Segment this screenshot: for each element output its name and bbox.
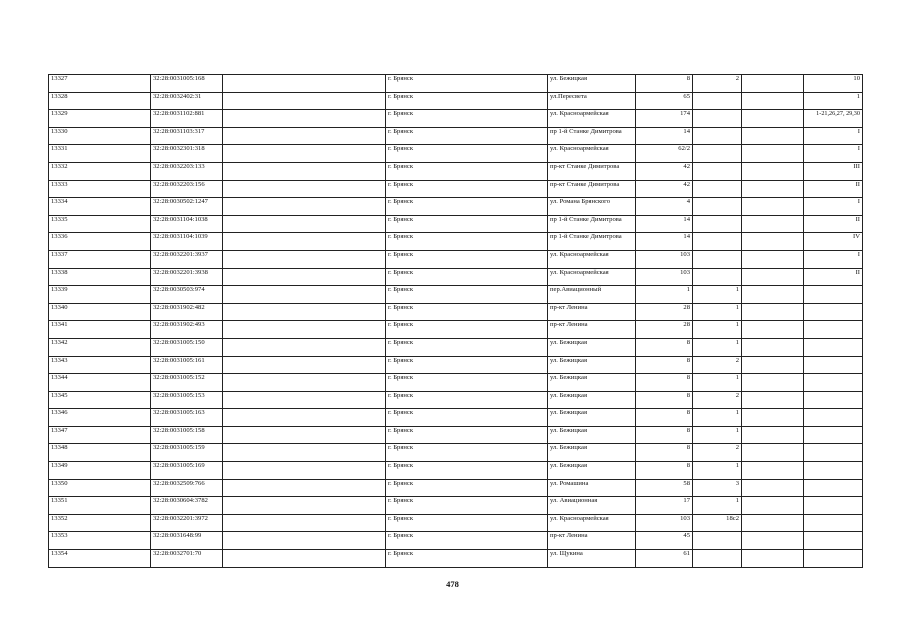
cell-empty xyxy=(223,233,386,251)
cell-premises xyxy=(804,374,863,392)
cell-house: 8 xyxy=(636,356,693,374)
cell-extra xyxy=(742,145,804,163)
cell-empty xyxy=(223,532,386,550)
cell-premises: III xyxy=(804,162,863,180)
cell-extra xyxy=(742,233,804,251)
cell-premises xyxy=(804,444,863,462)
cell-extra xyxy=(742,338,804,356)
cell-empty xyxy=(223,426,386,444)
cell-record-number: 13351 xyxy=(49,497,151,515)
cell-record-number: 13329 xyxy=(49,110,151,128)
cell-building: 2 xyxy=(693,444,742,462)
cell-premises: II xyxy=(804,268,863,286)
cell-city: г. Брянск xyxy=(386,497,548,515)
cell-record-number: 13334 xyxy=(49,198,151,216)
cell-street: ул. Бежицкая xyxy=(548,462,636,480)
table-row xyxy=(49,162,863,180)
cell-premises xyxy=(804,426,863,444)
cell-record-number: 13352 xyxy=(49,514,151,532)
table-row xyxy=(49,92,863,110)
cell-premises xyxy=(804,286,863,304)
cell-street: ул. Бежицкая xyxy=(548,356,636,374)
cell-building xyxy=(693,550,742,568)
cell-cadastral-number: 32:28:0031103:317 xyxy=(151,127,223,145)
cell-cadastral-number: 32:28:0032201:3937 xyxy=(151,250,223,268)
cell-cadastral-number: 32:28:0030503:974 xyxy=(151,286,223,304)
cell-city: г. Брянск xyxy=(386,268,548,286)
cell-city: г. Брянск xyxy=(386,303,548,321)
cell-house: 62/2 xyxy=(636,145,693,163)
cell-city: г. Брянск xyxy=(386,233,548,251)
cell-street: ул. Бежицкая xyxy=(548,409,636,427)
cell-empty xyxy=(223,462,386,480)
cell-extra xyxy=(742,286,804,304)
cell-record-number: 13337 xyxy=(49,250,151,268)
cell-house: 8 xyxy=(636,444,693,462)
cell-empty xyxy=(223,321,386,339)
registry-table xyxy=(48,74,863,568)
cell-city: г. Брянск xyxy=(386,462,548,480)
cell-house: 103 xyxy=(636,250,693,268)
cell-street: пр 1-й Станке Димитрова xyxy=(548,127,636,145)
cell-cadastral-number: 32:28:0031005:150 xyxy=(151,338,223,356)
cell-record-number: 13354 xyxy=(49,550,151,568)
table-row xyxy=(49,374,863,392)
cell-extra xyxy=(742,162,804,180)
cell-cadastral-number: 32:28:0031902:493 xyxy=(151,321,223,339)
cell-premises xyxy=(804,321,863,339)
cell-extra xyxy=(742,409,804,427)
cell-cadastral-number: 32:28:0032201:3972 xyxy=(151,514,223,532)
cell-city: г. Брянск xyxy=(386,514,548,532)
cell-building xyxy=(693,198,742,216)
cell-city: г. Брянск xyxy=(386,550,548,568)
cell-building: 1 xyxy=(693,409,742,427)
table-row xyxy=(49,338,863,356)
cell-building: 1 xyxy=(693,374,742,392)
cell-cadastral-number: 32:28:0032203:133 xyxy=(151,162,223,180)
cell-cadastral-number: 32:28:0031005:152 xyxy=(151,374,223,392)
cell-cadastral-number: 32:28:0032509:766 xyxy=(151,479,223,497)
cell-building: 18с2 xyxy=(693,514,742,532)
cell-building: 1 xyxy=(693,426,742,444)
cell-empty xyxy=(223,198,386,216)
cell-premises xyxy=(804,479,863,497)
cell-city: г. Брянск xyxy=(386,391,548,409)
cell-city: г. Брянск xyxy=(386,127,548,145)
cell-premises xyxy=(804,497,863,515)
cell-building xyxy=(693,233,742,251)
cell-extra xyxy=(742,374,804,392)
cell-record-number: 13331 xyxy=(49,145,151,163)
cell-extra xyxy=(742,127,804,145)
cell-street: ул. Бежицкая xyxy=(548,75,636,93)
cell-record-number: 13333 xyxy=(49,180,151,198)
cell-street: пр-кт Станке Димитрова xyxy=(548,180,636,198)
cell-city: г. Брянск xyxy=(386,180,548,198)
cell-city: г. Брянск xyxy=(386,532,548,550)
table-row xyxy=(49,303,863,321)
cell-empty xyxy=(223,356,386,374)
cell-city: г. Брянск xyxy=(386,198,548,216)
cell-record-number: 13341 xyxy=(49,321,151,339)
cell-record-number: 13345 xyxy=(49,391,151,409)
cell-city: г. Брянск xyxy=(386,250,548,268)
cell-house: 8 xyxy=(636,338,693,356)
table-row xyxy=(49,250,863,268)
cell-street: пр-кт Ленина xyxy=(548,303,636,321)
cell-cadastral-number: 32:28:0031005:158 xyxy=(151,426,223,444)
cell-street: ул. Романа Брянского xyxy=(548,198,636,216)
cell-premises xyxy=(804,356,863,374)
cell-premises xyxy=(804,514,863,532)
cell-extra xyxy=(742,426,804,444)
cell-premises xyxy=(804,391,863,409)
cell-record-number: 13338 xyxy=(49,268,151,286)
cell-city: г. Брянск xyxy=(386,338,548,356)
cell-extra xyxy=(742,532,804,550)
table-row xyxy=(49,321,863,339)
cell-city: г. Брянск xyxy=(386,110,548,128)
cell-empty xyxy=(223,180,386,198)
cell-house: 42 xyxy=(636,162,693,180)
cell-cadastral-number: 32:28:0032201:3938 xyxy=(151,268,223,286)
table-row xyxy=(49,356,863,374)
cell-house: 14 xyxy=(636,127,693,145)
cell-cadastral-number: 32:28:0032701:70 xyxy=(151,550,223,568)
cell-premises xyxy=(804,462,863,480)
cell-empty xyxy=(223,92,386,110)
cell-building: 3 xyxy=(693,479,742,497)
cell-street: ул. Ромашина xyxy=(548,479,636,497)
cell-extra xyxy=(742,92,804,110)
cell-record-number: 13335 xyxy=(49,215,151,233)
cell-record-number: 13330 xyxy=(49,127,151,145)
cell-city: г. Брянск xyxy=(386,356,548,374)
cell-empty xyxy=(223,514,386,532)
registry-table-container xyxy=(48,74,862,568)
cell-premises: I xyxy=(804,127,863,145)
cell-building: 1 xyxy=(693,303,742,321)
cell-extra xyxy=(742,356,804,374)
table-row xyxy=(49,409,863,427)
cell-empty xyxy=(223,110,386,128)
cell-house: 103 xyxy=(636,268,693,286)
cell-extra xyxy=(742,110,804,128)
cell-premises: IV xyxy=(804,233,863,251)
cell-empty xyxy=(223,268,386,286)
cell-building: 2 xyxy=(693,75,742,93)
table-row xyxy=(49,215,863,233)
table-row xyxy=(49,286,863,304)
cell-street: ул. Бежицкая xyxy=(548,374,636,392)
cell-street: ул.Пересвета xyxy=(548,92,636,110)
cell-extra xyxy=(742,75,804,93)
table-row xyxy=(49,462,863,480)
cell-extra xyxy=(742,215,804,233)
cell-house: 8 xyxy=(636,426,693,444)
cell-premises xyxy=(804,532,863,550)
cell-extra xyxy=(742,198,804,216)
cell-city: г. Брянск xyxy=(386,162,548,180)
cell-city: г. Брянск xyxy=(386,145,548,163)
cell-building: 1 xyxy=(693,286,742,304)
table-row xyxy=(49,479,863,497)
cell-house: 65 xyxy=(636,92,693,110)
cell-premises: II xyxy=(804,215,863,233)
cell-record-number: 13347 xyxy=(49,426,151,444)
cell-street: ул. Красноармейская xyxy=(548,250,636,268)
cell-record-number: 13340 xyxy=(49,303,151,321)
cell-city: г. Брянск xyxy=(386,374,548,392)
cell-record-number: 13350 xyxy=(49,479,151,497)
cell-street: ул. Авиационная xyxy=(548,497,636,515)
cell-house: 1 xyxy=(636,286,693,304)
cell-cadastral-number: 32:28:0031005:159 xyxy=(151,444,223,462)
cell-house: 8 xyxy=(636,391,693,409)
cell-house: 4 xyxy=(636,198,693,216)
cell-house: 28 xyxy=(636,303,693,321)
cell-cadastral-number: 32:28:0032402:31 xyxy=(151,92,223,110)
cell-extra xyxy=(742,444,804,462)
cell-cadastral-number: 32:28:0031005:161 xyxy=(151,356,223,374)
cell-street: пр 1-й Станке Димитрова xyxy=(548,215,636,233)
cell-city: г. Брянск xyxy=(386,444,548,462)
cell-street: ул. Щукина xyxy=(548,550,636,568)
cell-building xyxy=(693,110,742,128)
cell-building xyxy=(693,268,742,286)
table-row xyxy=(49,532,863,550)
cell-street: пр 1-й Станке Димитрова xyxy=(548,233,636,251)
cell-empty xyxy=(223,444,386,462)
cell-premises xyxy=(804,303,863,321)
table-row xyxy=(49,426,863,444)
cell-empty xyxy=(223,162,386,180)
cell-extra xyxy=(742,250,804,268)
cell-premises: II xyxy=(804,180,863,198)
cell-extra xyxy=(742,462,804,480)
cell-street: ул. Красноармейская xyxy=(548,268,636,286)
cell-house: 8 xyxy=(636,75,693,93)
cell-building xyxy=(693,180,742,198)
cell-empty xyxy=(223,409,386,427)
cell-record-number: 13328 xyxy=(49,92,151,110)
cell-extra xyxy=(742,514,804,532)
cell-premises: 1 xyxy=(804,92,863,110)
cell-extra xyxy=(742,479,804,497)
table-row xyxy=(49,514,863,532)
cell-empty xyxy=(223,127,386,145)
cell-building: 1 xyxy=(693,462,742,480)
cell-house: 8 xyxy=(636,462,693,480)
cell-building: 2 xyxy=(693,391,742,409)
cell-extra xyxy=(742,550,804,568)
cell-cadastral-number: 32:28:0032301:318 xyxy=(151,145,223,163)
cell-cadastral-number: 32:28:0031648:99 xyxy=(151,532,223,550)
cell-empty xyxy=(223,303,386,321)
table-row xyxy=(49,550,863,568)
cell-city: г. Брянск xyxy=(386,321,548,339)
cell-record-number: 13336 xyxy=(49,233,151,251)
cell-house: 8 xyxy=(636,374,693,392)
cell-record-number: 13346 xyxy=(49,409,151,427)
cell-street: пр-кт Станке Димитрова xyxy=(548,162,636,180)
cell-city: г. Брянск xyxy=(386,409,548,427)
cell-house: 14 xyxy=(636,215,693,233)
cell-premises: I xyxy=(804,250,863,268)
cell-cadastral-number: 32:28:0031005:168 xyxy=(151,75,223,93)
cell-record-number: 13353 xyxy=(49,532,151,550)
page-number: 478 xyxy=(446,579,459,589)
cell-cadastral-number: 32:28:0031005:163 xyxy=(151,409,223,427)
cell-record-number: 13342 xyxy=(49,338,151,356)
cell-street: ул. Красноармейская xyxy=(548,145,636,163)
cell-empty xyxy=(223,479,386,497)
cell-street: ул. Бежицкая xyxy=(548,338,636,356)
cell-extra xyxy=(742,391,804,409)
cell-street: пр-кт Ленина xyxy=(548,532,636,550)
cell-record-number: 13343 xyxy=(49,356,151,374)
cell-record-number: 13344 xyxy=(49,374,151,392)
cell-premises xyxy=(804,550,863,568)
cell-cadastral-number: 32:28:0031005:153 xyxy=(151,391,223,409)
table-row xyxy=(49,145,863,163)
cell-city: г. Брянск xyxy=(386,286,548,304)
cell-city: г. Брянск xyxy=(386,479,548,497)
cell-cadastral-number: 32:28:0031104:1038 xyxy=(151,215,223,233)
cell-street: ул. Красноармейская xyxy=(548,514,636,532)
cell-street: пр-кт Ленина xyxy=(548,321,636,339)
cell-extra xyxy=(742,321,804,339)
cell-building: 1 xyxy=(693,338,742,356)
cell-cadastral-number: 32:28:0031102:881 xyxy=(151,110,223,128)
table-row xyxy=(49,233,863,251)
cell-house: 61 xyxy=(636,550,693,568)
cell-building xyxy=(693,215,742,233)
cell-cadastral-number: 32:28:0031005:169 xyxy=(151,462,223,480)
cell-cadastral-number: 32:28:0030604:3782 xyxy=(151,497,223,515)
cell-building xyxy=(693,162,742,180)
cell-record-number: 13349 xyxy=(49,462,151,480)
cell-building: 1 xyxy=(693,497,742,515)
cell-empty xyxy=(223,497,386,515)
cell-extra xyxy=(742,180,804,198)
table-row xyxy=(49,127,863,145)
cell-street: пер.Авиационный xyxy=(548,286,636,304)
cell-cadastral-number: 32:28:0031104:1039 xyxy=(151,233,223,251)
cell-cadastral-number: 32:28:0031902:482 xyxy=(151,303,223,321)
cell-city: г. Брянск xyxy=(386,215,548,233)
cell-empty xyxy=(223,391,386,409)
cell-cadastral-number: 32:28:0032203:156 xyxy=(151,180,223,198)
cell-extra xyxy=(742,497,804,515)
cell-house: 14 xyxy=(636,233,693,251)
cell-house: 174 xyxy=(636,110,693,128)
cell-empty xyxy=(223,550,386,568)
cell-premises: 10 xyxy=(804,75,863,93)
cell-building xyxy=(693,92,742,110)
cell-building xyxy=(693,250,742,268)
table-row xyxy=(49,497,863,515)
table-row xyxy=(49,110,863,128)
cell-house: 45 xyxy=(636,532,693,550)
table-row xyxy=(49,75,863,93)
cell-house: 103 xyxy=(636,514,693,532)
cell-street: ул. Бежицкая xyxy=(548,426,636,444)
table-row xyxy=(49,391,863,409)
cell-cadastral-number: 32:28:0030502:1247 xyxy=(151,198,223,216)
cell-record-number: 13348 xyxy=(49,444,151,462)
table-row xyxy=(49,268,863,286)
cell-premises: 1-21,26,27, 29,30 xyxy=(804,110,863,128)
cell-building xyxy=(693,532,742,550)
cell-building: 2 xyxy=(693,356,742,374)
cell-city: г. Брянск xyxy=(386,75,548,93)
cell-empty xyxy=(223,250,386,268)
cell-premises xyxy=(804,409,863,427)
cell-house: 17 xyxy=(636,497,693,515)
cell-street: ул. Бежицкая xyxy=(548,444,636,462)
cell-record-number: 13339 xyxy=(49,286,151,304)
cell-record-number: 13327 xyxy=(49,75,151,93)
table-row xyxy=(49,444,863,462)
cell-empty xyxy=(223,215,386,233)
cell-house: 42 xyxy=(636,180,693,198)
cell-street: ул. Красноармейская xyxy=(548,110,636,128)
table-row xyxy=(49,180,863,198)
cell-extra xyxy=(742,268,804,286)
cell-empty xyxy=(223,374,386,392)
cell-building xyxy=(693,127,742,145)
cell-empty xyxy=(223,145,386,163)
cell-city: г. Брянск xyxy=(386,426,548,444)
cell-house: 28 xyxy=(636,321,693,339)
cell-house: 8 xyxy=(636,409,693,427)
cell-building: 1 xyxy=(693,321,742,339)
cell-record-number: 13332 xyxy=(49,162,151,180)
cell-empty xyxy=(223,338,386,356)
table-row xyxy=(49,198,863,216)
cell-premises xyxy=(804,338,863,356)
cell-premises: I xyxy=(804,145,863,163)
cell-empty xyxy=(223,75,386,93)
cell-empty xyxy=(223,286,386,304)
cell-premises: I xyxy=(804,198,863,216)
cell-building xyxy=(693,145,742,163)
cell-house: 58 xyxy=(636,479,693,497)
cell-street: ул. Бежицкая xyxy=(548,391,636,409)
cell-city: г. Брянск xyxy=(386,92,548,110)
cell-extra xyxy=(742,303,804,321)
